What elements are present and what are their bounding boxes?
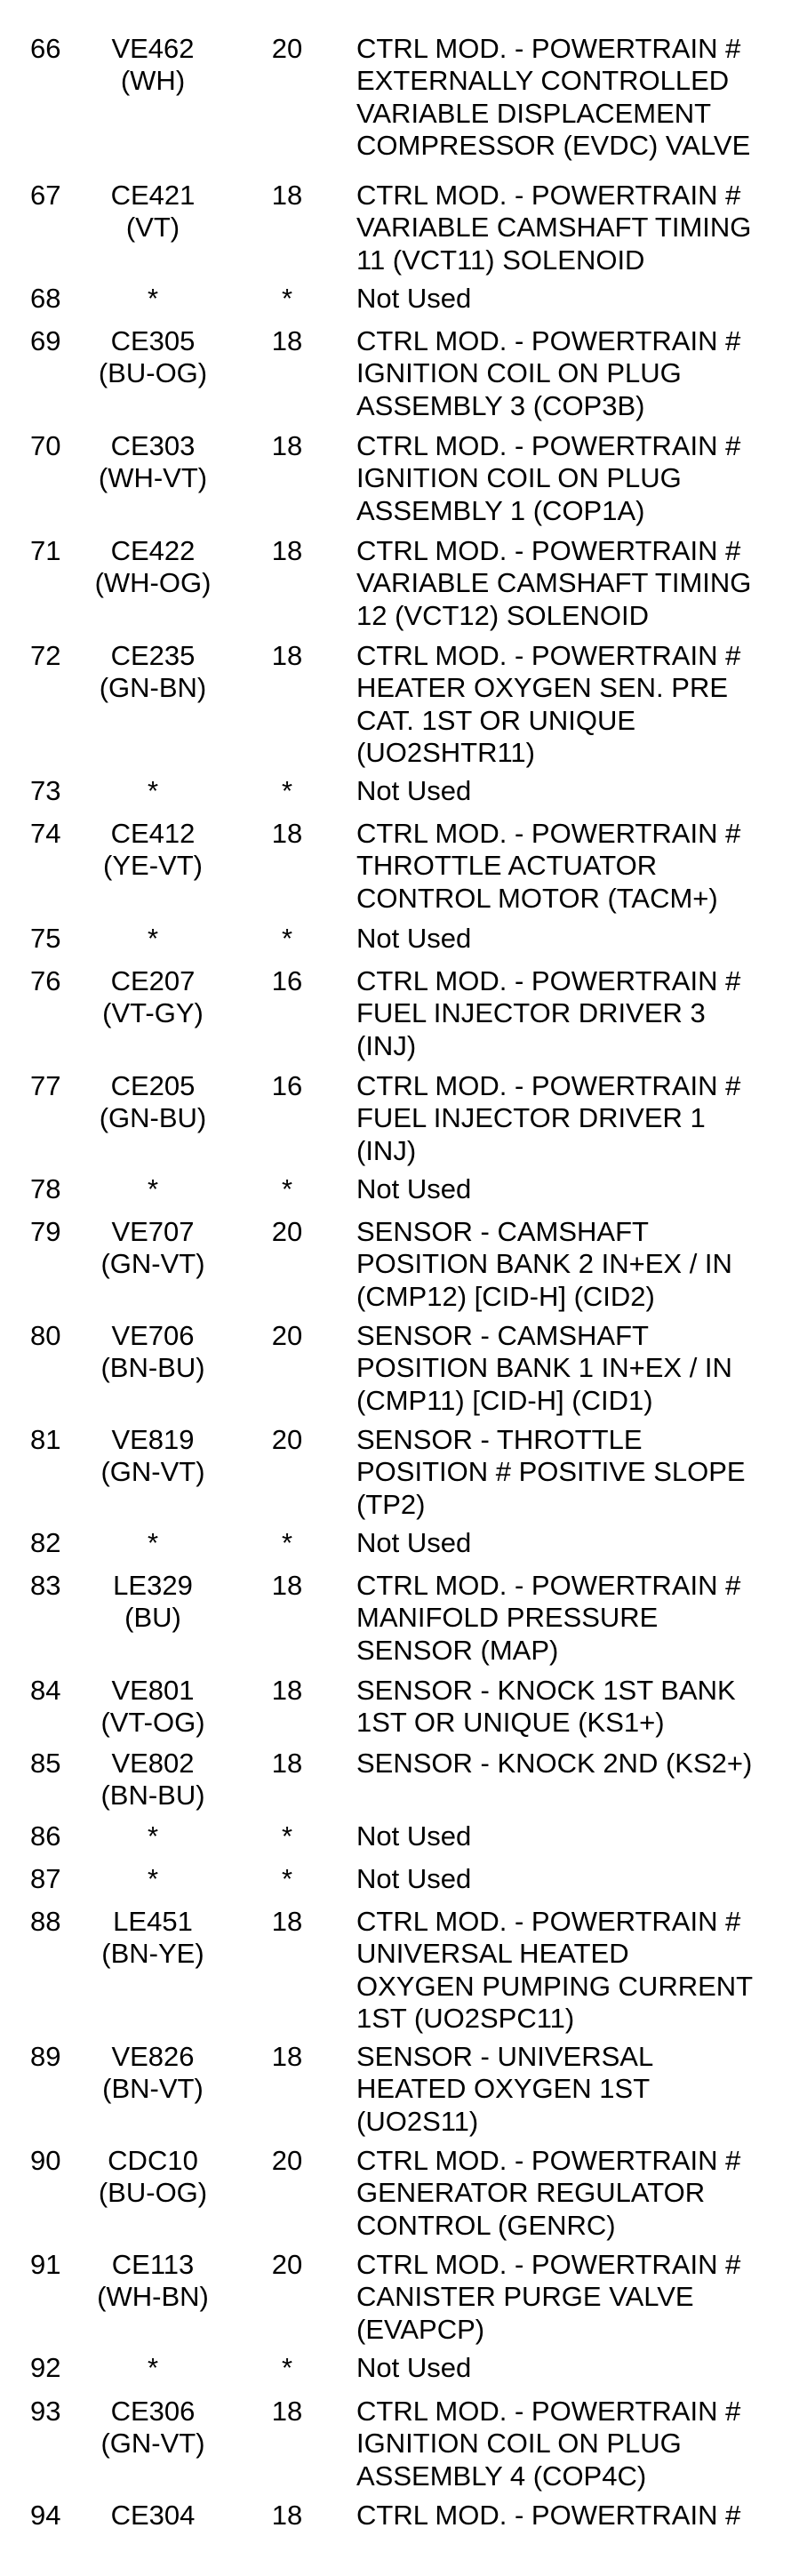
- circuit-color: CE421 (VT): [110, 180, 196, 244]
- pin-number: 86: [30, 1820, 61, 1852]
- wire-gauge: 20: [271, 1424, 303, 1455]
- wire-gauge: *: [281, 1527, 293, 1558]
- wire-gauge: 18: [271, 180, 303, 211]
- circuit-function: Not Used: [356, 283, 472, 314]
- circuit-color: CE412 (YE-VT): [103, 818, 203, 882]
- circuit-function: CTRL MOD. - POWERTRAIN # VARIABLE CAMSHAFT TIMING 12 (VCT12) SOLENOID: [356, 535, 752, 631]
- circuit-color: CE422 (WH-OG): [94, 535, 212, 599]
- circuit-color: *: [147, 1820, 159, 1852]
- wire-gauge: *: [281, 775, 293, 806]
- circuit-function: CTRL MOD. - POWERTRAIN # IGNITION COIL ON PLUG ASSEMBLY 1 (COP1A): [356, 430, 741, 526]
- circuit-function: CTRL MOD. - POWERTRAIN # EXTERNALLY CONTROLLED VARIABLE DISPLACEMENT COMPRESSOR (EVDC) VALVE: [356, 33, 751, 161]
- wire-gauge: *: [281, 1173, 293, 1204]
- wire-gauge: 18: [271, 818, 303, 849]
- pin-number: 77: [30, 1070, 61, 1101]
- circuit-color: *: [147, 923, 159, 954]
- wire-gauge: 20: [271, 33, 303, 64]
- circuit-function: Not Used: [356, 1173, 472, 1204]
- circuit-color: CE205 (GN-BU): [99, 1070, 207, 1134]
- circuit-function: SENSOR - CAMSHAFT POSITION BANK 1 IN+EX / IN (CMP11) [CID-H] (CID1): [356, 1320, 732, 1416]
- pin-number: 69: [30, 325, 61, 356]
- wire-gauge: 18: [271, 2041, 303, 2072]
- pin-number: 93: [30, 2396, 61, 2427]
- circuit-color: *: [147, 1173, 159, 1204]
- circuit-color: *: [147, 1863, 159, 1894]
- pin-number: 94: [30, 2500, 61, 2531]
- pin-number: 73: [30, 775, 61, 806]
- circuit-color: CE304: [110, 2500, 196, 2531]
- circuit-function: CTRL MOD. - POWERTRAIN # FUEL INJECTOR DRIVER 3 (INJ): [356, 965, 741, 1061]
- circuit-function: Not Used: [356, 1527, 472, 1558]
- pin-number: 92: [30, 2352, 61, 2383]
- wire-gauge: 16: [271, 965, 303, 996]
- wire-gauge: 20: [271, 2145, 303, 2176]
- circuit-function: SENSOR - THROTTLE POSITION # POSITIVE SLOPE (TP2): [356, 1424, 746, 1520]
- pin-number: 79: [30, 1216, 61, 1247]
- pin-number: 76: [30, 965, 61, 996]
- circuit-color: CE207 (VT-GY): [102, 965, 204, 1029]
- circuit-function: CTRL MOD. - POWERTRAIN # VARIABLE CAMSHAFT TIMING 11 (VCT11) SOLENOID: [356, 180, 752, 276]
- circuit-color: VE819 (GN-VT): [100, 1424, 205, 1488]
- wire-gauge: 18: [271, 640, 303, 671]
- wire-gauge: 18: [271, 2396, 303, 2427]
- circuit-function: CTRL MOD. - POWERTRAIN # UNIVERSAL HEATED OXYGEN PUMPING CURRENT 1ST (UO2SPC11): [356, 1906, 754, 2034]
- circuit-color: *: [147, 775, 159, 806]
- wire-gauge: *: [281, 283, 293, 314]
- wire-gauge: 18: [271, 535, 303, 566]
- circuit-function: CTRL MOD. - POWERTRAIN # HEATER OXYGEN SEN. PRE CAT. 1ST OR UNIQUE (UO2SHTR11): [356, 640, 741, 768]
- wire-gauge: 18: [271, 2500, 303, 2531]
- pin-number: 88: [30, 1906, 61, 1937]
- circuit-function: CTRL MOD. - POWERTRAIN # GENERATOR REGULATOR CONTROL (GENRC): [356, 2145, 741, 2241]
- circuit-function: Not Used: [356, 2352, 472, 2383]
- pin-number: 84: [30, 1675, 61, 1706]
- circuit-function: SENSOR - UNIVERSAL HEATED OXYGEN 1ST (UO2S11): [356, 2041, 654, 2137]
- pin-number: 91: [30, 2249, 61, 2280]
- circuit-color: LE329 (BU): [113, 1570, 193, 1634]
- pin-number: 75: [30, 923, 61, 954]
- wire-gauge: 20: [271, 1216, 303, 1247]
- pin-number: 90: [30, 2145, 61, 2176]
- wire-gauge: 18: [271, 1570, 303, 1601]
- circuit-function: SENSOR - CAMSHAFT POSITION BANK 2 IN+EX / IN (CMP12) [CID-H] (CID2): [356, 1216, 732, 1312]
- circuit-function: CTRL MOD. - POWERTRAIN # FUEL INJECTOR DRIVER 1 (INJ): [356, 1070, 741, 1166]
- wire-gauge: 20: [271, 2249, 303, 2280]
- wire-gauge: *: [281, 1863, 293, 1894]
- circuit-color: CE303 (WH-VT): [98, 430, 208, 494]
- circuit-function: Not Used: [356, 775, 472, 806]
- circuit-color: VE707 (GN-VT): [100, 1216, 205, 1280]
- circuit-color: CDC10 (BU-OG): [98, 2145, 208, 2209]
- circuit-color: LE451 (BN-YE): [101, 1906, 204, 1970]
- circuit-function: SENSOR - KNOCK 2ND (KS2+): [356, 1748, 753, 1779]
- circuit-function: Not Used: [356, 923, 472, 954]
- wire-gauge: 20: [271, 1320, 303, 1351]
- circuit-color: VE462 (WH): [111, 33, 195, 97]
- wire-gauge: *: [281, 1820, 293, 1852]
- circuit-color: CE235 (GN-BN): [99, 640, 207, 704]
- circuit-function: CTRL MOD. - POWERTRAIN # THROTTLE ACTUATOR CONTROL MOTOR (TACM+): [356, 818, 741, 914]
- circuit-color: VE706 (BN-BU): [100, 1320, 205, 1384]
- pin-number: 72: [30, 640, 61, 671]
- pin-number: 89: [30, 2041, 61, 2072]
- pin-number: 67: [30, 180, 61, 211]
- wire-gauge: 18: [271, 1906, 303, 1937]
- circuit-color: *: [147, 1527, 159, 1558]
- pin-number: 74: [30, 818, 61, 849]
- pin-number: 71: [30, 535, 61, 566]
- circuit-color: CE305 (BU-OG): [98, 325, 208, 389]
- wire-gauge: *: [281, 2352, 293, 2383]
- pin-number: 82: [30, 1527, 61, 1558]
- circuit-function: CTRL MOD. - POWERTRAIN # IGNITION COIL ON PLUG ASSEMBLY 4 (COP4C): [356, 2396, 741, 2492]
- wire-gauge: 18: [271, 1748, 303, 1779]
- wire-gauge: *: [281, 923, 293, 954]
- circuit-function: SENSOR - KNOCK 1ST BANK 1ST OR UNIQUE (KS1+): [356, 1675, 736, 1739]
- wire-gauge: 18: [271, 1675, 303, 1706]
- circuit-color: VE802 (BN-BU): [100, 1748, 205, 1812]
- circuit-function: CTRL MOD. - POWERTRAIN # CANISTER PURGE VALVE (EVAPCP): [356, 2249, 741, 2345]
- circuit-color: CE306 (GN-VT): [100, 2396, 205, 2460]
- circuit-color: CE113 (WH-BN): [97, 2249, 209, 2313]
- pin-number: 81: [30, 1424, 61, 1455]
- pin-number: 85: [30, 1748, 61, 1779]
- pin-number: 78: [30, 1173, 61, 1204]
- circuit-function: CTRL MOD. - POWERTRAIN # IGNITION COIL ON PLUG ASSEMBLY 3 (COP3B): [356, 325, 741, 421]
- circuit-color: VE826 (BN-VT): [102, 2041, 204, 2105]
- wire-gauge: 18: [271, 430, 303, 461]
- pin-number: 68: [30, 283, 61, 314]
- circuit-function: CTRL MOD. - POWERTRAIN # MANIFOLD PRESSURE SENSOR (MAP): [356, 1570, 741, 1666]
- pin-number: 66: [30, 33, 61, 64]
- wire-gauge: 18: [271, 325, 303, 356]
- pin-number: 87: [30, 1863, 61, 1894]
- circuit-function: Not Used: [356, 1820, 472, 1852]
- circuit-color: VE801 (VT-OG): [100, 1675, 205, 1739]
- pin-number: 80: [30, 1320, 61, 1351]
- circuit-function: CTRL MOD. - POWERTRAIN #: [356, 2500, 741, 2531]
- circuit-function: Not Used: [356, 1863, 472, 1894]
- circuit-color: *: [147, 2352, 159, 2383]
- circuit-color: *: [147, 283, 159, 314]
- pin-number: 70: [30, 430, 61, 461]
- wire-gauge: 16: [271, 1070, 303, 1101]
- pin-number: 83: [30, 1570, 61, 1601]
